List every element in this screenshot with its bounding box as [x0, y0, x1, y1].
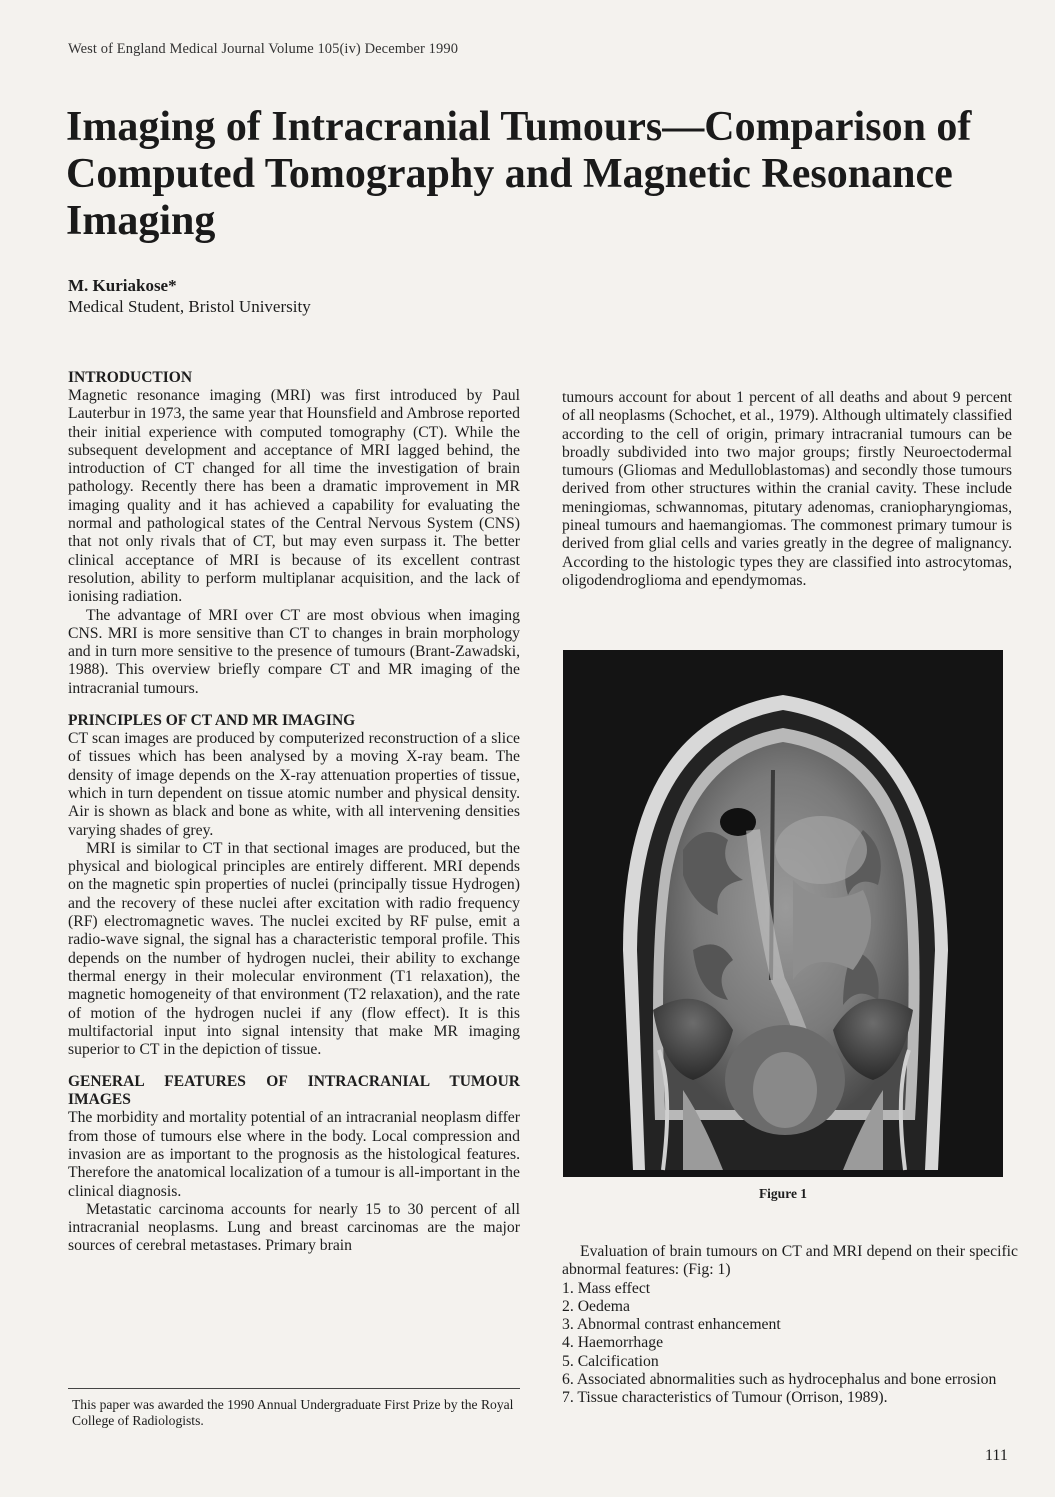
footnote-rule: [68, 1388, 520, 1389]
list-item: 2. Oedema: [562, 1297, 630, 1315]
author-name: M. Kuriakose*: [68, 276, 177, 295]
continued-paragraph: tumours account for about 1 percent of all deaths and about 9 percent of all neoplasms (Schochet, et al., 1979). Although ultimately classified according to the cell of origin, primary intracranial tumours can be broadly subdivided into two major groups; firstly Neuroectodermal tumours (Gliomas and Medulloblastomas) and secondly those tumours derived from other structures within the cranial cavity. These include meningiomas, schwannomas, pitutary adenomas, craniopharyngiomas, pineal tumours and haemangiomas. The commonest primary tumour is derived from glial cells and varies greatly in the degree of malignancy. According to the histologic types they are classified into astrocytomas, oligodendroglioma and ependymomas.: [562, 389, 1012, 589]
running-header: West of England Medical Journal Volume 105(iv) December 1990: [68, 41, 459, 57]
general-paragraph-1: The morbidity and mortality potential of an intracranial neoplasm differ from those of tumours else where in the body. Local compression and invasion are as important to the prognosis as the histological features. Therefore the anatomical localization of a tumour is all-important in the clinical diagnosis.: [68, 1109, 520, 1200]
page-number: 111: [985, 1447, 1008, 1464]
list-item: 1. Mass effect: [562, 1279, 651, 1297]
list-item: 7. Tissue characteristics of Tumour (Orrison, 1989).: [562, 1389, 888, 1407]
heading-general-features: GENERAL FEATURES OF INTRACRANIAL TUMOUR IMAGES: [68, 1073, 520, 1109]
introduction-paragraph-2: The advantage of MRI over CT are most obvious when imaging CNS. MRI is more sensitive than CT to changes in brain morphology and in turn more sensitive to the presence of tumours (Brant-Zawadski, 1988). This overview briefly compare CT and MR imaging of the intracranial tumours.: [68, 606, 520, 697]
left-column: [68, 369, 520, 1256]
right-column-text: [562, 389, 1012, 590]
author-affiliation: Medical Student, Bristol University: [68, 297, 311, 316]
list-item: 6. Associated abnormalities such as hydrocephalus and bone errosion: [562, 1371, 997, 1389]
principles-paragraph-2: MRI is similar to CT in that sectional images are produced, but the physical and biological principles are entirely different. MRI depends on the magnetic spin properties of nuclei (principally tissue Hydrogen) and the recovery of these nuclei after excitation with radio frequency (RF) electromagnetic waves. The nuclei excited by RF pulse, emit a radio-wave signal, the signal has a characteristic temporal profile. This depends on the number of hydrogen nuclei, their ability to exchange thermal energy in their molecular environment (T1 relaxation), the magnetic homogeneity of that environment (T2 relaxation), and the rate of motion of the hydrogen nuclei if any (flow effect). It is this multifactorial input into signal intensity that make MR imaging superior to CT in the depiction of tissue.: [68, 839, 520, 1059]
evaluation-block: [562, 1243, 1018, 1408]
heading-introduction: INTRODUCTION: [68, 369, 193, 386]
figure-caption: Figure 1: [758, 1186, 808, 1201]
introduction-paragraph-1: Magnetic resonance imaging (MRI) was first introduced by Paul Lauterbur in 1973, the same year that Hounsfield and Ambrose reported their initial experience with computed tomography (CT). While the subsequent development and acceptance of MRI lagged behind, the introduction of CT changed for all time the investigation of brain pathology. Recently there has been a dramatic improvement in MR imaging quality and it has achieved a capability for evaluating the normal and pathological states of the Central Nervous System (CNS) that not only rivals that of CT, but may even surpass it. The better clinical acceptance of MRI is because of its excellent contrast resolution, ability to perform multiplanar acquisition, and the lack of ionising radiation.: [68, 387, 520, 606]
principles-paragraph-1: CT scan images are produced by computerized reconstruction of a slice of tissues which has been analysed by a moving X-ray beam. The density of image depends on the X-ray attenuation properties of tissue, which in turn dependent on tissue atomic number and physical density. Air is shown as black and bone as white, with all intervening densities varying shades of grey.: [68, 730, 520, 839]
list-item: 4. Haemorrhage: [562, 1334, 664, 1352]
evaluation-intro: Evaluation of brain tumours on CT and MRI depend on their specific abnormal features: (Fig: 1): [562, 1243, 1018, 1279]
author-block: [68, 275, 311, 317]
list-item: 3. Abnormal contrast enhancement: [562, 1316, 781, 1334]
article-title: Imaging of Intracranial Tumours—Comparison of Computed Tomography and Magnetic Resonance Imaging: [66, 104, 972, 244]
heading-principles: PRINCIPLES OF CT AND MR IMAGING: [68, 712, 356, 730]
mri-figure: [563, 650, 1003, 1177]
list-item: 5. Calcification: [562, 1352, 659, 1370]
footnote: This paper was awarded the 1990 Annual Undergraduate First Prize by the Royal College of Radiologists.: [72, 1397, 514, 1428]
mri-scan-image: [563, 650, 1003, 1177]
evaluation-list: [562, 1280, 1018, 1408]
general-paragraph-2: Metastatic carcinoma accounts for nearly 15 to 30 percent of all intracranial neoplasms. Lung and breast carcinomas are the major sources of cerebral metastases. Primary brain: [68, 1200, 520, 1255]
